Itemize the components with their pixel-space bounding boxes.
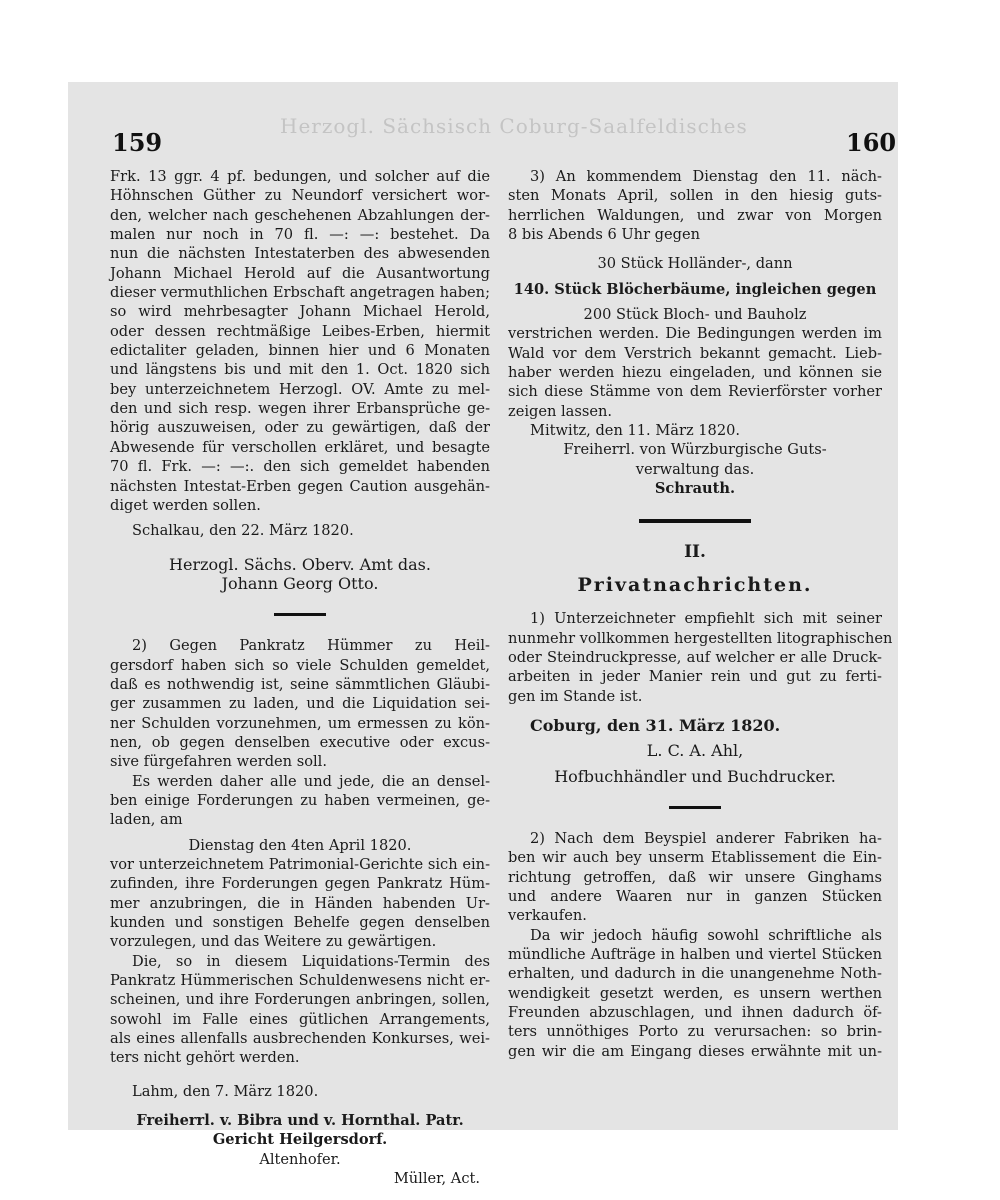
text-line: gersdorf haben sich so viele Schulden gemeldet, [110, 656, 490, 674]
text-line: Wald vor dem Verstrich bekannt gemacht. Lieb- [508, 344, 882, 362]
text-line: haber werden hiezu eingeladen, und können sie [508, 364, 882, 382]
text-line: zufinden, ihre Forderungen gegen Pankratz Hüm- [110, 875, 490, 893]
notice-3-signature: verwaltung das. [635, 460, 755, 478]
text-line: sten Monats April, sollen in den hiesig guts- [508, 187, 882, 205]
text-line: Freunden abzuschlagen, und ihnen dadurch öf- [508, 1004, 882, 1022]
text-line: Höhnschen Güther zu Neundorf versichert wor- [110, 187, 490, 205]
text-line: herrlichen Waldungen, und zwar von Morgen [508, 206, 882, 224]
section-title: Privatnachrichten. [577, 573, 813, 596]
notice-4-name: L. C. A. Ahl, [646, 741, 744, 761]
text-line: 3) An kommendem Dienstag den 11. näch- [530, 168, 882, 185]
text-line: sive fürgefahren werden soll. [110, 753, 327, 771]
text-line: 70 fl. Frk. —: —:. den sich gemeldet habenden [110, 458, 490, 476]
text-line: laden, am [110, 811, 183, 829]
text-line: ner Schulden vorzunehmen, um ermessen zu kön- [110, 714, 490, 732]
notice-4-title: Hofbuchhändler und Buchdrucker. [554, 766, 836, 786]
text-line: den, welcher nach geschehenen Abzahlungen der- [110, 206, 490, 224]
text-line: 2) Nach dem Beyspiel anderer Fabriken ha- [530, 829, 882, 847]
text-line: dieser vermuthlichen Erbschaft angetragen haben; [110, 284, 490, 302]
notice-3-body [508, 167, 882, 421]
running-head: Herzogl. Sächsisch Coburg-Saalfeldisches [280, 114, 748, 138]
notice-1-office: Herzogl. Sächs. Oberv. Amt das. [169, 554, 431, 574]
notice-2-term-date: Dienstag den 4ten April 1820. [188, 836, 412, 854]
section-number: II. [684, 541, 706, 562]
notice-2-signature: Gericht Heilgersdorf. [212, 1131, 388, 1149]
text-line: Da wir jedoch häufig sowohl schriftliche als [530, 926, 882, 944]
text-line: edictaliter geladen, binnen hier und 6 Monaten [110, 342, 490, 360]
notice-2-signature: Freiherrl. v. Bibra und v. Hornthal. Patr. [136, 1112, 464, 1130]
text-line: mer anzubringen, die in Händen habenden Ur- [110, 894, 490, 912]
text-line: wendigkeit gesetzt werden, es unsern werthen [508, 984, 882, 1002]
notice-4-body [508, 609, 893, 706]
notice-1-date: Schalkau, den 22. März 1820. [132, 522, 354, 540]
text-line: nun die nächsten Intestaterben des abwesenden [110, 245, 490, 263]
text-line: arbeiten in jeder Manier rein und gut zu ferti- [508, 668, 882, 686]
text-line: Die, so in diesem Liquidations-Termin des [132, 952, 490, 970]
text-line: nen, ob gegen denselben executive oder excus- [110, 733, 490, 751]
notice-3-item: 30 Stück Holländer-, dann [597, 255, 793, 273]
text-line: so wird mehrbesagter Johann Michael Herold, [110, 303, 490, 321]
text-line: ben einige Forderungen zu haben vermeinen, ge- [110, 791, 490, 809]
text-line: als eines allenfalls ausbrechenden Konkurses, wei- [110, 1030, 490, 1048]
text-line: sich diese Stämme von dem Revierförster vorher [508, 383, 882, 401]
text-line: zeigen lassen. [508, 402, 613, 420]
notice-2-date: Lahm, den 7. März 1820. [132, 1082, 319, 1100]
text-line: kunden und sonstigen Behelfe gegen denselben [110, 914, 490, 932]
text-line: Frk. 13 ggr. 4 pf. bedungen, und solcher auf die [110, 168, 490, 185]
text-line: 2) Gegen Pankratz Hümmer zu Heil- [132, 637, 490, 655]
text-line: ters unnöthiges Porto zu verursachen: so brin- [508, 1023, 882, 1041]
text-line: erhalten, und dadurch in die unangenehme Noth- [508, 965, 882, 983]
text-line: Johann Michael Herold auf die Ausantwortung [110, 264, 490, 282]
text-line: verkaufen. [508, 907, 587, 925]
notice-2-body [110, 636, 490, 1068]
text-line: diget werden sollen. [110, 496, 261, 514]
text-line: ger zusammen zu laden, und die Liquidation sei- [110, 695, 490, 713]
text-line: vor unterzeichnetem Patrimonial-Gerichte sich ein- [110, 856, 490, 873]
left-column [110, 167, 490, 1189]
text-line: 8 bis Abends 6 Uhr gegen [508, 226, 701, 244]
notice-3-item: 140. Stück Blöcherbäume, ingleichen gegen [513, 280, 877, 298]
text-line: Pankratz Hümmerischen Schuldenwesens nicht er- [110, 972, 490, 990]
text-line: 1) Unterzeichneter empfiehlt sich mit seiner [530, 610, 882, 628]
notice-2-signature: Altenhofer. [259, 1150, 341, 1168]
notice-4-date: Coburg, den 31. März 1820. [530, 715, 781, 735]
text-line: verstrichen werden. Die Bedingungen werden im [508, 325, 882, 343]
notice-1-official: Johann Georg Otto. [221, 573, 379, 593]
text-line: hörig auszuweisen, oder zu gewärtigen, daß der [110, 419, 490, 437]
right-column [508, 167, 893, 1061]
text-line: Es werden daher alle und jede, die an densel- [132, 772, 490, 790]
text-line: richtung getroffen, daß wir unsere Ginghams [508, 868, 882, 886]
notice-3-signature: Freiherrl. von Würzburgische Guts- [563, 441, 827, 459]
notice-2-signature: Müller, Act. [393, 1170, 480, 1188]
text-line: und andere Waaren nur in ganzen Stücken [508, 887, 882, 905]
text-line: daß es nothwendig ist, seine sämmtlichen Gläubi- [110, 675, 490, 693]
notice-3-signature: Schrauth. [654, 480, 736, 498]
text-line: mündliche Aufträge in halben und viertel Stücken [508, 946, 882, 963]
notice-3-item: 200 Stück Bloch- und Bauholz [583, 306, 807, 324]
text-line: den und sich resp. wegen ihrer Erbansprüche ge- [110, 400, 490, 418]
text-line: nunmehr vollkommen hergestellten litographischen [508, 629, 893, 647]
notice-1-body [110, 167, 490, 515]
text-line: scheinen, und ihre Forderungen anbringen, sollen, [110, 991, 490, 1009]
notice-3-date: Mitwitz, den 11. März 1820. [530, 422, 741, 440]
text-line: gen wir die am Eingang dieses erwähnte mit un- [508, 1042, 882, 1060]
text-line: Abwesende für verschollen erkläret, und besagte [110, 438, 490, 456]
text-line: und längstens bis und mit den 1. Oct. 1820 sich [110, 361, 490, 379]
page-number-right: 160 [846, 128, 897, 157]
text-line: sowohl im Falle eines gütlichen Arrangements, [110, 1010, 490, 1028]
text-line: gen im Stande ist. [508, 687, 643, 705]
text-line: oder dessen rechtmäßige Leibes-Erben, hiermit [110, 322, 490, 340]
text-line: oder Steindruckpresse, auf welcher er alle Druck- [508, 648, 882, 666]
text-line: bey unterzeichnetem Herzogl. OV. Amte zu mel- [110, 380, 490, 398]
notice-5-body [508, 829, 882, 1061]
text-line: ters nicht gehört werden. [110, 1049, 300, 1067]
page-number-left: 159 [112, 128, 163, 157]
text-line: vorzulegen, und das Weitere zu gewärtigen. [110, 933, 437, 951]
text-line: ben wir auch bey unserm Etablissement die Ein- [508, 849, 882, 867]
text-line: malen nur noch in 70 fl. —: —: bestehet. Da [110, 226, 490, 244]
text-line: nächsten Intestat-Erben gegen Caution ausgehän- [110, 477, 490, 495]
